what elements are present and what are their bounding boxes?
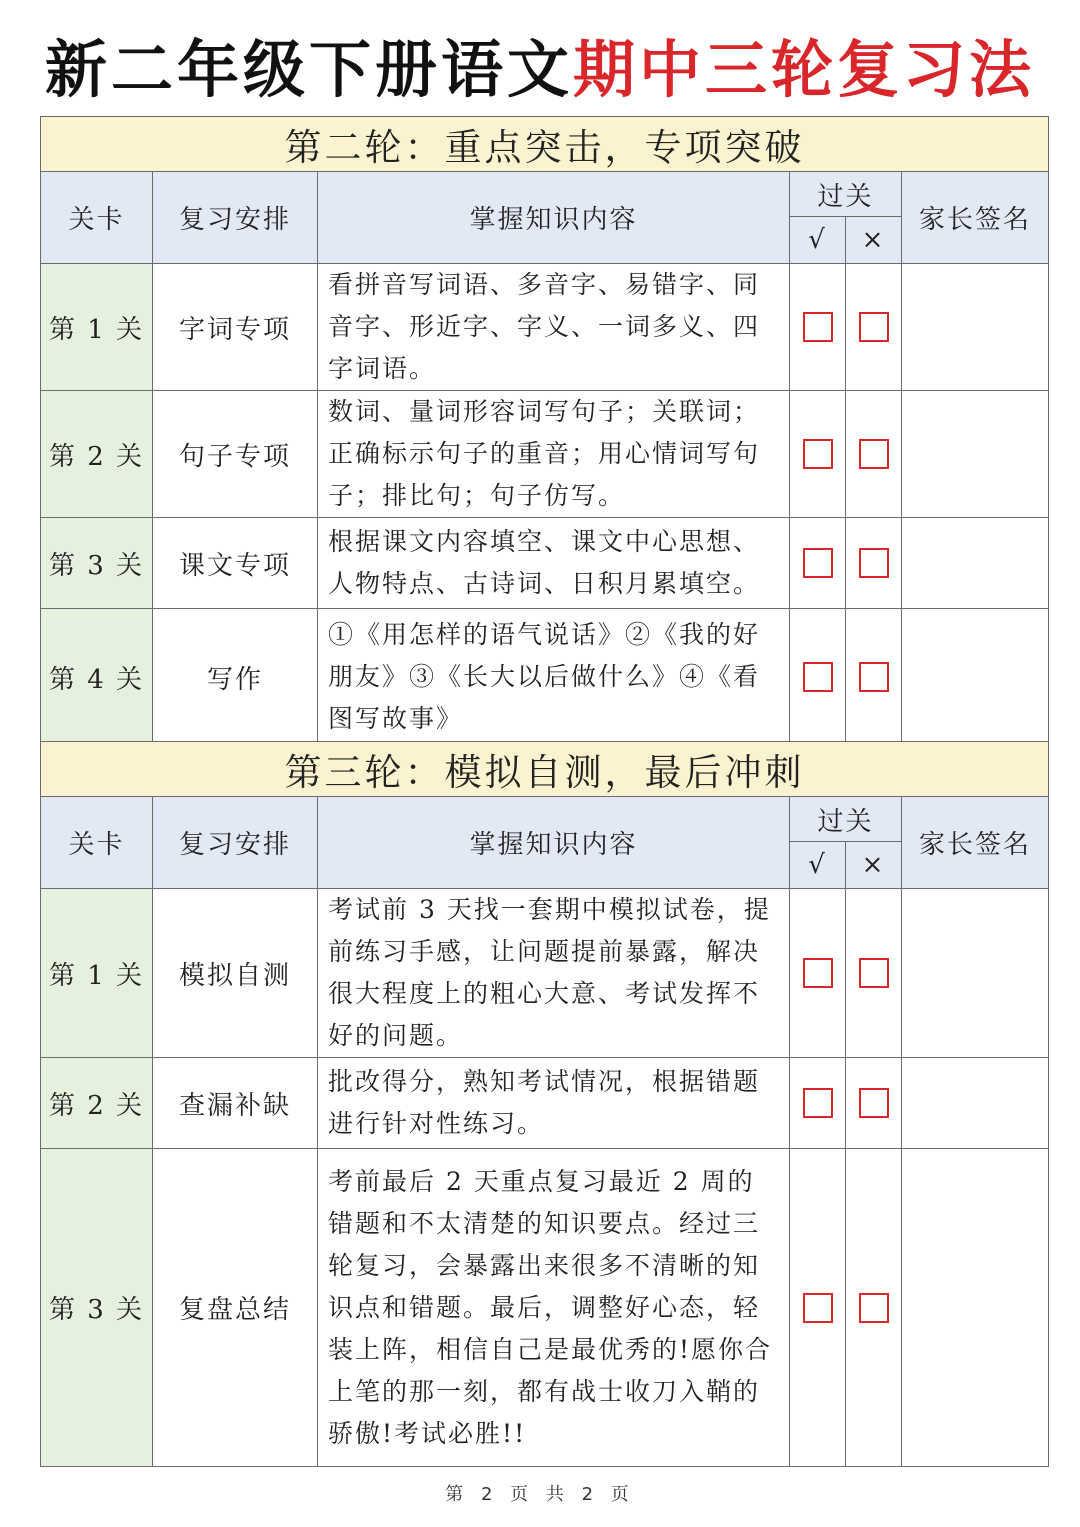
pass-no-checkbox[interactable] xyxy=(859,662,889,692)
content-cell: 看拼音写词语、多音字、易错字、同音字、形近字、字义、一词多义、四字词语。 xyxy=(318,264,790,391)
header-arrange: 复习安排 xyxy=(153,172,318,264)
header-no: × xyxy=(846,842,902,889)
pass-yes-checkbox[interactable] xyxy=(803,958,833,988)
header-sign: 家长签名 xyxy=(902,797,1049,889)
arrange-cell: 复盘总结 xyxy=(153,1149,318,1467)
header-pass: 过关 xyxy=(790,172,902,217)
pass-no-checkbox[interactable] xyxy=(859,439,889,469)
header-arrange: 复习安排 xyxy=(153,797,318,889)
parent-signature-field[interactable] xyxy=(902,609,1049,746)
title-part2: 期中三轮复习法 xyxy=(573,33,1036,106)
level-cell: 第 3 关 xyxy=(41,1149,153,1467)
table-row xyxy=(41,889,1049,1058)
header-content: 掌握知识内容 xyxy=(318,797,790,889)
arrange-cell: 写作 xyxy=(153,609,318,746)
header-level: 关卡 xyxy=(41,797,153,889)
arrange-cell: 模拟自测 xyxy=(153,889,318,1058)
pass-yes-checkbox[interactable] xyxy=(803,439,833,469)
level-cell: 第 3 关 xyxy=(41,518,153,609)
pass-no-checkbox[interactable] xyxy=(859,1293,889,1323)
table-row xyxy=(41,1058,1049,1149)
level-cell: 第 2 关 xyxy=(41,1058,153,1149)
pass-no-checkbox[interactable] xyxy=(859,548,889,578)
level-cell: 第 1 关 xyxy=(41,889,153,1058)
arrange-cell: 课文专项 xyxy=(153,518,318,609)
header-no: × xyxy=(846,217,902,264)
pass-no-checkbox[interactable] xyxy=(859,958,889,988)
parent-signature-field[interactable] xyxy=(902,391,1049,518)
table-row xyxy=(41,518,1049,609)
table-row xyxy=(41,1149,1049,1467)
parent-signature-field[interactable] xyxy=(902,889,1049,1058)
content-cell: 考前最后 2 天重点复习最近 2 周的错题和不太清楚的知识要点。经过三轮复习，会暴露出来很多不清晰的知识点和错题。最后，调整好心态，轻装上阵，相信自己是最优秀的!愿你合上笔的那一刻，都有战士收刀入鞘的骄傲!考试必胜!! xyxy=(318,1149,790,1467)
content-cell: 考试前 3 天找一套期中模拟试卷，提前练习手感，让问题提前暴露，解决很大程度上的粗心大意、考试发挥不好的问题。 xyxy=(318,889,790,1058)
page-title xyxy=(0,30,1080,110)
parent-signature-field[interactable] xyxy=(902,1058,1049,1149)
pass-no-checkbox[interactable] xyxy=(859,1088,889,1118)
pass-yes-checkbox[interactable] xyxy=(803,1293,833,1323)
level-cell: 第 1 关 xyxy=(41,264,153,391)
pass-yes-checkbox[interactable] xyxy=(803,312,833,342)
arrange-cell: 字词专项 xyxy=(153,264,318,391)
level-cell: 第 2 关 xyxy=(41,391,153,518)
header-yes: √ xyxy=(790,217,846,264)
table-row xyxy=(41,264,1049,391)
header-level: 关卡 xyxy=(41,172,153,264)
pass-no-checkbox[interactable] xyxy=(859,312,889,342)
parent-signature-field[interactable] xyxy=(902,1149,1049,1467)
page-footer: 第 2 页 共 2 页 xyxy=(445,1484,635,1505)
header-sign: 家长签名 xyxy=(902,172,1049,264)
content-cell: 根据课文内容填空、课文中心思想、人物特点、古诗词、日积月累填空。 xyxy=(318,518,790,609)
parent-signature-field[interactable] xyxy=(902,264,1049,391)
table-row xyxy=(41,609,1049,746)
parent-signature-field[interactable] xyxy=(902,518,1049,609)
pass-yes-checkbox[interactable] xyxy=(803,662,833,692)
header-pass: 过关 xyxy=(790,797,902,842)
level-cell: 第 4 关 xyxy=(41,609,153,746)
arrange-cell: 句子专项 xyxy=(153,391,318,518)
title-part1: 新二年级下册语文 xyxy=(44,33,573,106)
round2-title: 第二轮：重点突击，专项突破 xyxy=(41,117,1049,172)
table-row xyxy=(41,391,1049,518)
content-cell: 数词、量词形容词写句子；关联词；正确标示句子的重音；用心情词写句子；排比句；句子仿写。 xyxy=(318,391,790,518)
header-yes: √ xyxy=(790,842,846,889)
pass-yes-checkbox[interactable] xyxy=(803,548,833,578)
round2-table xyxy=(40,116,1049,746)
round3-table xyxy=(40,741,1049,1467)
header-content: 掌握知识内容 xyxy=(318,172,790,264)
round3-title: 第三轮：模拟自测，最后冲刺 xyxy=(41,742,1049,797)
arrange-cell: 查漏补缺 xyxy=(153,1058,318,1149)
content-cell: 批改得分，熟知考试情况，根据错题进行针对性练习。 xyxy=(318,1058,790,1149)
content-cell: ①《用怎样的语气说话》②《我的好朋友》③《长大以后做什么》④《看图写故事》 xyxy=(318,609,790,746)
pass-yes-checkbox[interactable] xyxy=(803,1088,833,1118)
